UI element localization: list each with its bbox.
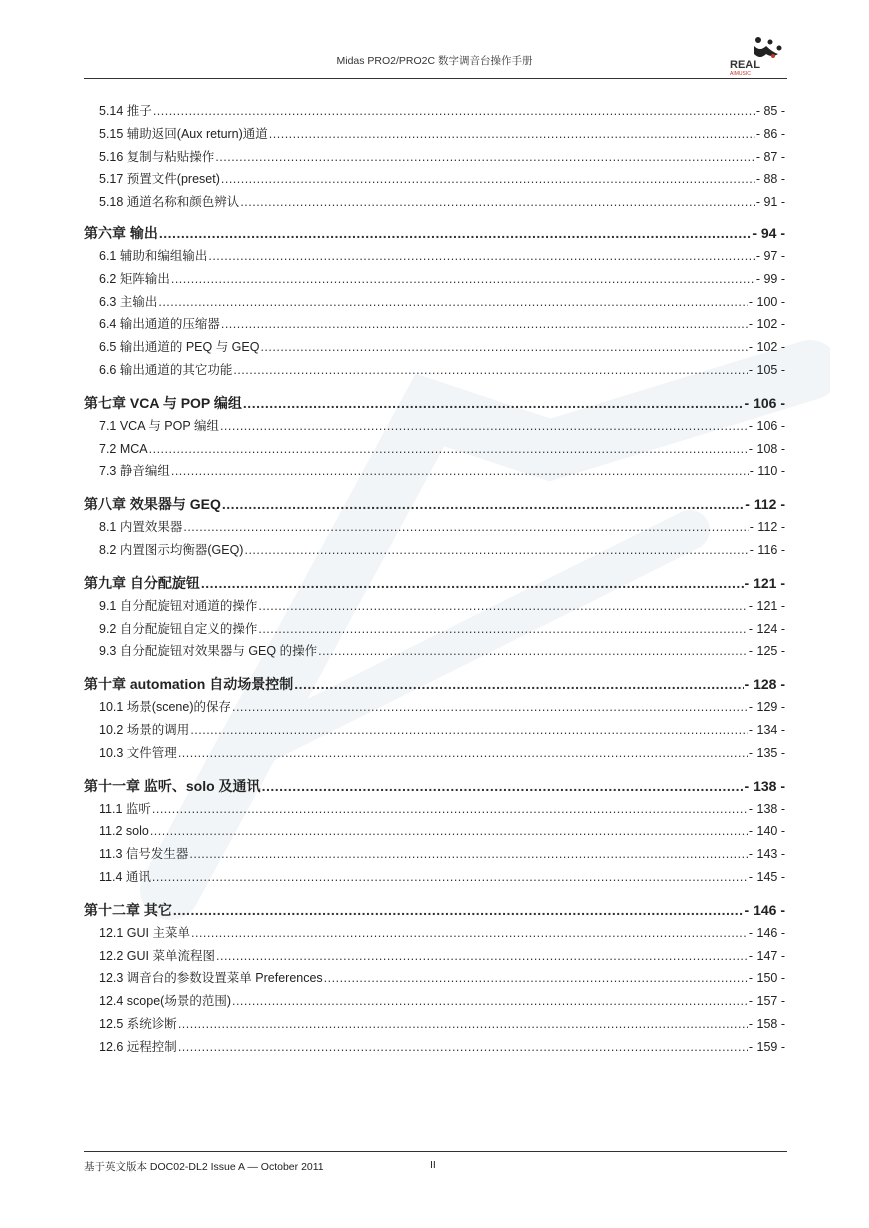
- toc-dot-leader: [232, 990, 748, 1013]
- toc-dot-leader: [171, 460, 749, 483]
- toc-dot-leader: [221, 168, 755, 191]
- toc-entry-page: - 128 -: [744, 676, 785, 693]
- toc-dot-leader: [191, 922, 748, 945]
- toc-entry-label: 第六章 输出: [84, 224, 158, 241]
- toc-dot-leader: [258, 595, 748, 618]
- toc-entry-page: - 146 -: [748, 925, 785, 940]
- toc-entry-page: - 106 -: [748, 418, 785, 433]
- svg-text:REAL: REAL: [730, 59, 760, 71]
- toc-section-entry[interactable]: [84, 168, 785, 191]
- toc-dot-leader: [173, 899, 744, 922]
- toc-entry-page: - 97 -: [755, 248, 785, 263]
- toc-entry-label: 8.2 内置图示均衡器(GEQ): [99, 542, 244, 557]
- toc-dot-leader: [171, 268, 755, 291]
- toc-entry-label: 12.2 GUI 菜单流程图: [99, 948, 215, 963]
- toc-entry-page: - 100 -: [748, 294, 785, 309]
- toc-section-entry[interactable]: [84, 146, 785, 169]
- toc-section-entry[interactable]: [84, 967, 785, 990]
- toc-entry-label: 10.2 场景的调用: [99, 722, 190, 737]
- toc-entry-page: - 94 -: [752, 224, 785, 241]
- toc-entry-page: - 108 -: [748, 441, 785, 456]
- toc-chapter-entry[interactable]: [84, 493, 785, 516]
- toc-section-entry[interactable]: [84, 595, 785, 618]
- toc-entry-label: 9.2 自分配旋钮自定义的操作: [99, 621, 258, 636]
- toc-section-entry[interactable]: [84, 719, 785, 742]
- toc-dot-leader: [222, 493, 744, 516]
- toc-dot-leader: [294, 673, 743, 696]
- toc-dot-leader: [240, 191, 755, 214]
- toc-entry-page: - 134 -: [748, 722, 785, 737]
- toc-entry-label: 7.3 静音编组: [99, 464, 170, 479]
- toc-dot-leader: [190, 719, 748, 742]
- toc-chapter-entry[interactable]: [84, 775, 785, 798]
- toc-section-entry[interactable]: [84, 922, 785, 945]
- toc-entry-page: - 99 -: [755, 271, 785, 286]
- toc-dot-leader: [201, 572, 744, 595]
- toc-entry-label: 5.15 辅助返回(Aux return)通道: [99, 126, 268, 141]
- toc-entry-page: - 146 -: [744, 901, 785, 918]
- toc-entry-label: 11.4 通讯: [99, 869, 151, 884]
- toc-section-entry[interactable]: [84, 100, 785, 123]
- header-divider: [84, 78, 787, 79]
- toc-section-entry[interactable]: [84, 123, 785, 146]
- toc-entry-page: - 143 -: [748, 847, 785, 862]
- toc-dot-leader: [178, 1036, 748, 1059]
- toc-section-entry[interactable]: [84, 640, 785, 663]
- toc-entry-page: - 125 -: [748, 644, 785, 659]
- toc-chapter-entry[interactable]: [84, 222, 785, 245]
- toc-entry-label: 6.2 矩阵输出: [99, 271, 170, 286]
- toc-entry-label: 6.3 主输出: [99, 294, 158, 309]
- toc-entry-page: - 85 -: [755, 104, 785, 118]
- toc-dot-leader: [233, 359, 748, 382]
- toc-section-entry[interactable]: [84, 268, 785, 291]
- footer-version: 基于英文版本 DOC02-DL2 Issue A — October 2011: [84, 1161, 324, 1173]
- toc-entry-page: - 121 -: [748, 598, 785, 613]
- toc-entry-page: - 102 -: [748, 340, 785, 355]
- toc-dot-leader: [262, 775, 744, 798]
- toc-dot-leader: [158, 291, 748, 314]
- toc-section-entry[interactable]: [84, 245, 785, 268]
- toc-dot-leader: [215, 146, 755, 169]
- toc-entry-page: - 87 -: [755, 149, 785, 164]
- toc-entry-page: - 129 -: [748, 700, 785, 715]
- toc-entry-label: 6.1 辅助和编组输出: [99, 248, 208, 263]
- toc-entry-page: - 121 -: [744, 574, 785, 591]
- toc-entry-page: - 157 -: [748, 994, 785, 1009]
- toc-dot-leader: [152, 798, 748, 821]
- toc-entry-page: - 147 -: [748, 948, 785, 963]
- toc-section-entry[interactable]: [84, 990, 785, 1013]
- toc-dot-leader: [150, 820, 748, 843]
- toc-entry-page: - 91 -: [755, 195, 785, 210]
- toc-dot-leader: [220, 415, 748, 438]
- toc-dot-leader: [244, 539, 748, 562]
- toc-section-entry[interactable]: [84, 820, 785, 843]
- toc-chapter-entry[interactable]: [84, 899, 785, 922]
- toc-dot-leader: [269, 123, 755, 146]
- real-aimusic-logo: [726, 34, 788, 76]
- toc-section-entry[interactable]: [84, 618, 785, 641]
- toc-entry-label: 6.5 输出通道的 PEQ 与 GEQ: [99, 340, 260, 355]
- toc-dot-leader: [178, 742, 748, 765]
- toc-section-entry[interactable]: [84, 696, 785, 719]
- toc-section-entry[interactable]: [84, 843, 785, 866]
- toc-section-entry[interactable]: [84, 415, 785, 438]
- toc-entry-page: - 159 -: [748, 1039, 785, 1054]
- toc-entry-page: - 86 -: [755, 126, 785, 141]
- toc-dot-leader: [149, 438, 748, 461]
- toc-entry-label: 第七章 VCA 与 POP 编组: [84, 394, 242, 411]
- toc-dot-leader: [159, 222, 751, 245]
- toc-entry-label: 9.3 自分配旋钮对效果器与 GEQ 的操作: [99, 644, 318, 659]
- footer-divider: [84, 1151, 787, 1152]
- toc-entry-page: - 135 -: [748, 745, 785, 760]
- toc-entry-label: 9.1 自分配旋钮对通道的操作: [99, 598, 258, 613]
- toc-entry-page: - 140 -: [748, 824, 785, 839]
- toc-dot-leader: [153, 100, 755, 123]
- toc-entry-label: 第十章 automation 自动场景控制: [84, 676, 294, 693]
- toc-entry-label: 5.14 推子: [99, 104, 152, 118]
- toc-section-entry[interactable]: [84, 336, 785, 359]
- toc-dot-leader: [318, 640, 748, 663]
- toc-section-entry[interactable]: [84, 359, 785, 382]
- toc-section-entry[interactable]: [84, 742, 785, 765]
- toc-entry-page: - 106 -: [744, 394, 785, 411]
- toc-entry-page: - 124 -: [748, 621, 785, 636]
- toc-section-entry[interactable]: [84, 866, 785, 889]
- toc-section-entry[interactable]: [84, 460, 785, 483]
- toc-entry-label: 5.18 通道名称和颜色辨认: [99, 195, 240, 210]
- table-of-contents: [84, 100, 785, 1059]
- toc-dot-leader: [189, 843, 747, 866]
- toc-entry-page: - 138 -: [748, 801, 785, 816]
- toc-entry-label: 第十一章 监听、solo 及通讯: [84, 777, 261, 794]
- toc-entry-label: 5.17 预置文件(preset): [99, 172, 220, 187]
- toc-entry-label: 7.2 MCA: [99, 441, 148, 456]
- toc-dot-leader: [258, 618, 748, 641]
- toc-entry-label: 5.16 复制与粘贴操作: [99, 149, 215, 164]
- toc-section-entry[interactable]: [84, 1036, 785, 1059]
- toc-entry-label: 11.3 信号发生器: [99, 847, 189, 862]
- toc-entry-label: 8.1 内置效果器: [99, 520, 183, 535]
- toc-dot-leader: [221, 313, 748, 336]
- toc-section-entry[interactable]: [84, 945, 785, 968]
- toc-entry-page: - 150 -: [748, 971, 785, 986]
- toc-dot-leader: [324, 967, 748, 990]
- footer-page-number: II: [430, 1159, 436, 1171]
- toc-chapter-entry[interactable]: [84, 392, 785, 415]
- toc-dot-leader: [216, 945, 748, 968]
- toc-entry-page: - 88 -: [755, 172, 785, 187]
- toc-entry-label: 12.3 调音台的参数设置菜单 Preferences: [99, 971, 323, 986]
- toc-section-entry[interactable]: [84, 798, 785, 821]
- toc-entry-page: - 110 -: [749, 464, 785, 479]
- toc-section-entry[interactable]: [84, 313, 785, 336]
- toc-entry-page: - 102 -: [748, 317, 785, 332]
- toc-dot-leader: [183, 516, 748, 539]
- toc-entry-page: - 138 -: [744, 777, 785, 794]
- toc-section-entry[interactable]: [84, 438, 785, 461]
- toc-dot-leader: [178, 1013, 748, 1036]
- toc-section-entry[interactable]: [84, 539, 785, 562]
- document-title: Midas PRO2/PRO2C 数字调音台操作手册: [336, 55, 533, 67]
- toc-entry-page: - 112 -: [749, 520, 785, 535]
- toc-entry-label: 第九章 自分配旋钮: [84, 574, 200, 591]
- toc-section-entry[interactable]: [84, 1013, 785, 1036]
- toc-entry-label: 6.6 输出通道的其它功能: [99, 362, 233, 377]
- toc-entry-page: - 145 -: [748, 869, 785, 884]
- toc-chapter-entry[interactable]: [84, 673, 785, 696]
- toc-dot-leader: [152, 866, 748, 889]
- toc-entry-label: 11.1 监听: [99, 801, 151, 816]
- toc-dot-leader: [208, 245, 754, 268]
- toc-entry-label: 10.1 场景(scene)的保存: [99, 700, 231, 715]
- toc-entry-label: 12.6 远程控制: [99, 1039, 177, 1054]
- toc-section-entry[interactable]: [84, 191, 785, 214]
- toc-entry-label: 12.1 GUI 主菜单: [99, 925, 190, 940]
- toc-entry-label: 6.4 输出通道的压缩器: [99, 317, 220, 332]
- toc-entry-label: 12.5 系统诊断: [99, 1016, 177, 1031]
- toc-dot-leader: [260, 336, 747, 359]
- toc-entry-label: 12.4 scope(场景的范围): [99, 994, 231, 1009]
- toc-entry-label: 10.3 文件管理: [99, 745, 177, 760]
- toc-entry-page: - 112 -: [745, 496, 785, 513]
- toc-entry-page: - 105 -: [748, 362, 785, 377]
- toc-dot-leader: [243, 392, 744, 415]
- toc-section-entry[interactable]: [84, 516, 785, 539]
- toc-entry-label: 7.1 VCA 与 POP 编组: [99, 418, 219, 433]
- toc-entry-label: 第十二章 其它: [84, 901, 172, 918]
- toc-chapter-entry[interactable]: [84, 572, 785, 595]
- svg-text:AIMUSIC: AIMUSIC: [730, 71, 751, 76]
- toc-entry-label: 11.2 solo: [99, 824, 149, 839]
- toc-section-entry[interactable]: [84, 291, 785, 314]
- toc-dot-leader: [232, 696, 748, 719]
- toc-entry-page: - 158 -: [748, 1016, 785, 1031]
- toc-entry-page: - 116 -: [749, 542, 785, 557]
- toc-entry-label: 第八章 效果器与 GEQ: [84, 496, 221, 513]
